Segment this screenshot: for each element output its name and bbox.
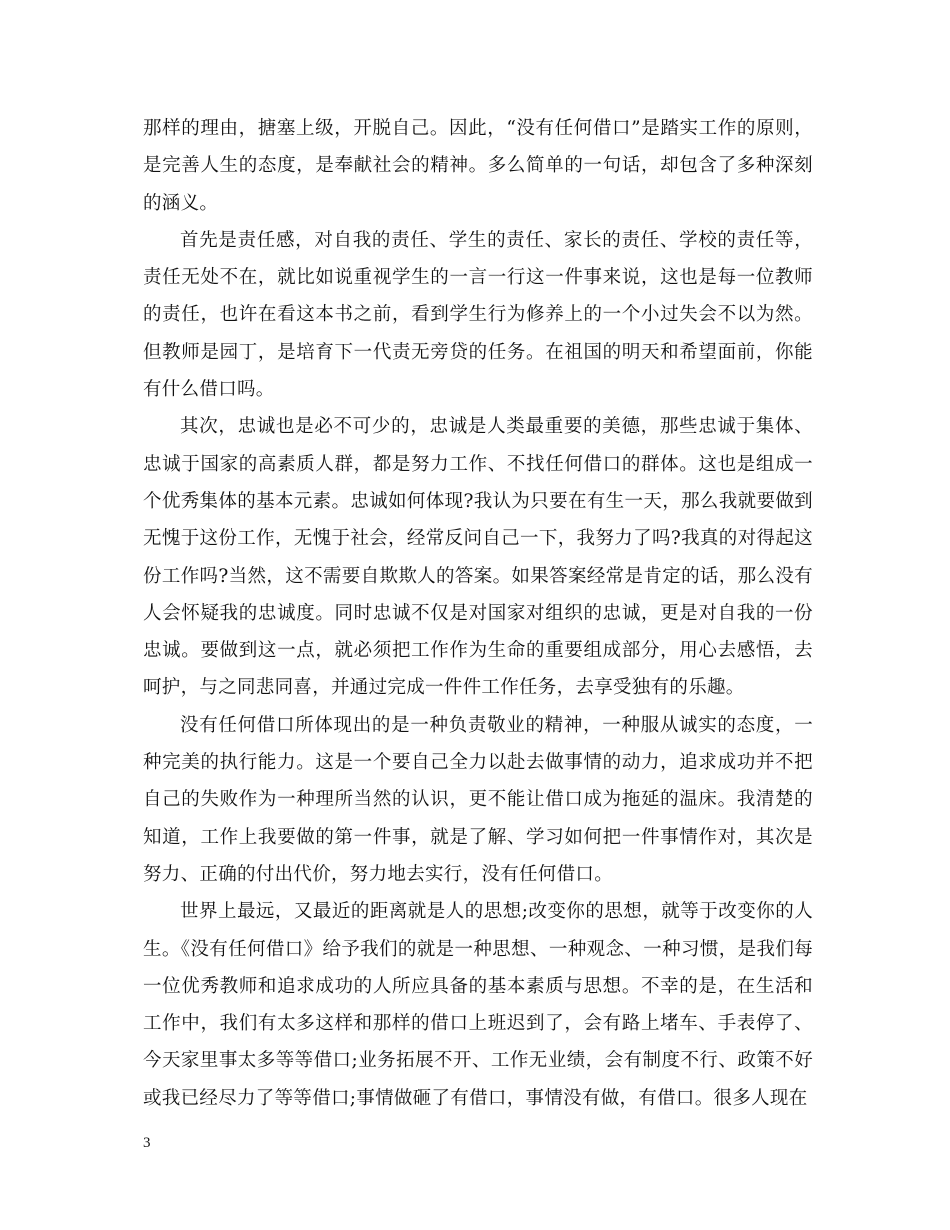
- paragraph-continuation: 那样的理由，搪塞上级，开脱自己。因此，“没有任何借口”是踏实工作的原则，是完善人生的态度，是奉献社会的精神。多么简单的一句话，却包含了多种深刻的涵义。: [143, 118, 813, 214]
- page-number: 3: [143, 1135, 151, 1151]
- paragraph-no-excuse-spirit: 没有任何借口所体现出的是一种负责敬业的精神，一种服从诚实的态度，一种完美的执行能力。这是一个要自己全力以赴去做事情的动力，追求成功并不把自己的失败作为一种理所当然的认识，更不能让借口成为拖延的温床。我清楚的知道，工作上我要做的第一件事，就是了解、学习如何把一件事情作对，其次是努力、正确的付出代价，努力地去实行，没有任何借口。: [143, 714, 813, 885]
- paragraph-responsibility: 首先是责任感，对自我的责任、学生的责任、家长的责任、学校的责任等，责任无处不在，就比如说重视学生的一言一行这一件事来说，这也是每一位教师的责任，也许在看这本书之前，看到学生行为修养上的一个小过失会不以为然。但教师是园丁，是培育下一代责无旁贷的任务。在祖国的明天和希望面前，你能有什么借口吗。: [143, 229, 813, 401]
- paragraph-loyalty: 其次，忠诚也是必不可少的，忠诚是人类最重要的美德，那些忠诚于集体、忠诚于国家的高素质人群，都是努力工作、不找任何借口的群体。这也是组成一个优秀集体的基本元素。忠诚如何体现?我认为只要在有生一天，那么我就要做到无愧于这份工作，无愧于社会，经常反问自己一下，我努力了吗?我真的对得起这份工作吗?当然，这不需要自欺欺人的答案。如果答案经常是肯定的话，那么没有人会怀疑我的忠诚度。同时忠诚不仅是对国家对组织的忠诚，更是对自我的一份忠诚。要做到这一点，就必须把工作作为生命的重要组成部分，用心去感悟，去呵护，与之同悲同喜，并通过完成一件件工作任务，去享受独有的乐趣。: [143, 416, 813, 699]
- paragraph-thought: 世界上最远，又最近的距离就是人的思想;改变你的思想，就等于改变你的人生。《没有任何借口》给予我们的就是一种思想、一种观念、一种习惯，是我们每一位优秀教师和追求成功的人所应具备的基本素质与思想。不幸的是，在生活和工作中，我们有太多这样和那样的借口上班迟到了，会有路上堵车、手表停了、今天家里事太多等等借口;业务拓展不开、工作无业绩，会有制度不行、政策不好或我已经尽力了等等借口;事情做砸了有借口，事情没有做，有借口。很多人现在: [143, 901, 813, 1109]
- body-text: [143, 110, 813, 1117]
